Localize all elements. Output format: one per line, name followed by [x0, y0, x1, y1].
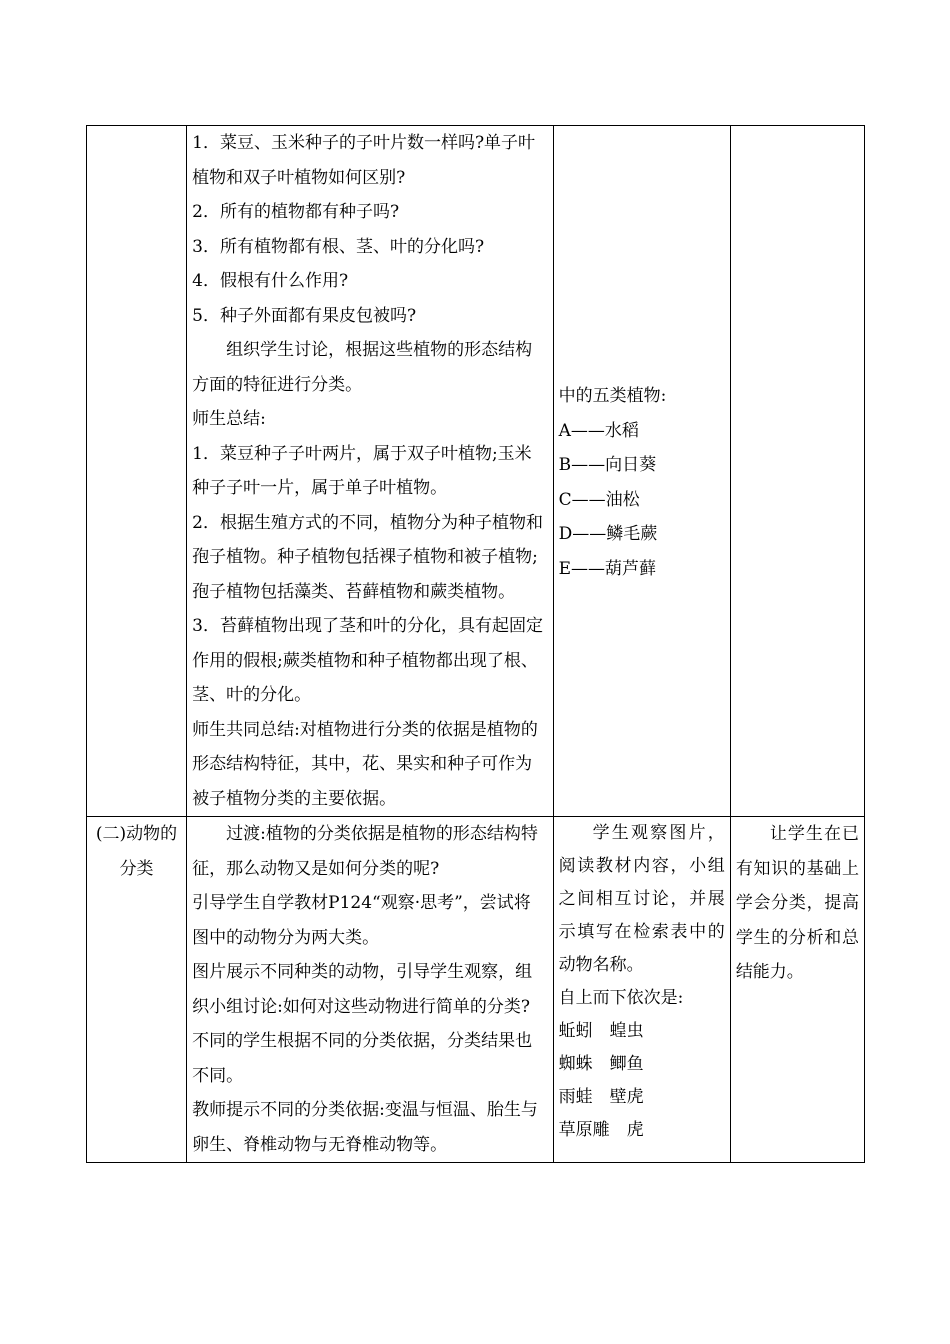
paragraph: 2．根据生殖方式的不同，植物分为种子植物和孢子植物。种子植物包括裸子植物和被子植物;孢子植物包括藻类、苔藓植物和蕨类植物。 — [192, 512, 543, 602]
list-item: C——油松 — [558, 489, 640, 510]
paragraph: 让学生在已有知识的基础上学会分类，提高学生的分析和总结能力。 — [735, 824, 859, 982]
paragraph: 图片展示不同种类的动物，引导学生观察，组织小组讨论:如何对这些动物进行简单的分类? — [192, 962, 533, 1017]
paragraph: 1．菜豆、玉米种子的子叶片数一样吗?单子叶植物和双子叶植物如何区别? — [192, 133, 536, 188]
paragraph: 组织学生讨论，根据这些植物的形态结构方面的特征进行分类。 — [192, 340, 533, 395]
teacher-activity-cell — [187, 126, 553, 817]
paragraph: 过渡:植物的分类依据是植物的形态结构特征，那么动物又是如何分类的呢? — [192, 824, 538, 879]
list-item: 蚯蚓 蝗虫 — [558, 1021, 644, 1041]
lesson-plan-table — [86, 125, 865, 1163]
list-item: B——向日葵 — [558, 455, 657, 475]
paragraph: 教师提示不同的分类依据:变温与恒温、胎生与卵生、脊椎动物与无脊椎动物等。 — [192, 1100, 538, 1155]
design-purpose-cell — [730, 817, 864, 1163]
paragraph: 3．所有植物都有根、茎、叶的分化吗? — [192, 236, 485, 257]
paragraph: 中的五类植物: — [558, 386, 667, 406]
section-title: (二)动物的分类 — [95, 824, 178, 879]
paragraph: 3．苔藓植物出现了茎和叶的分化，具有起固定作用的假根;蕨类植物和种子植物都出现了根、茎、叶的分化。 — [192, 616, 543, 705]
paragraph: 2．所有的植物都有种子吗? — [192, 202, 400, 222]
table-row — [87, 126, 865, 817]
section-cell — [87, 126, 187, 817]
paragraph: 不同的学生根据不同的分类依据，分类结果也不同。 — [192, 1031, 533, 1086]
list-item: D——鳞毛蕨 — [558, 524, 658, 544]
student-activity-cell — [553, 817, 730, 1163]
list-item: A——水稻 — [558, 420, 639, 441]
paragraph: 师生共同总结:对植物进行分类的依据是植物的形态结构特征，其中，花、果实和种子可作为被子植物分类的主要依据。 — [192, 719, 538, 809]
paragraph: 引导学生自学教材P124“观察·思考”，尝试将图中的动物分为两大类。 — [192, 893, 531, 948]
paragraph: 自上而下依次是: — [558, 988, 684, 1008]
design-purpose-cell — [730, 126, 864, 817]
paragraph: 5．种子外面都有果皮包被吗? — [192, 305, 417, 326]
paragraph: 师生总结: — [192, 409, 266, 429]
table-row — [87, 817, 865, 1163]
list-item: 草原雕 虎 — [558, 1120, 644, 1140]
student-activity-cell — [553, 126, 730, 817]
paragraph: 4．假根有什么作用? — [192, 271, 349, 291]
paragraph: 1．菜豆种子子叶两片，属于双子叶植物;玉米种子子叶一片，属于单子叶植物。 — [192, 443, 532, 498]
blank-space — [559, 126, 725, 379]
list-item: 蜘蛛 鲫鱼 — [558, 1054, 644, 1074]
list-item: E——葫芦藓 — [558, 558, 657, 579]
teacher-activity-cell — [187, 817, 553, 1163]
list-item: 雨蛙 壁虎 — [558, 1087, 644, 1107]
section-cell — [87, 817, 187, 1163]
paragraph: 学生观察图片，阅读教材内容，小组之间相互讨论，并展示填写在检索表中的动物名称。 — [558, 823, 725, 975]
